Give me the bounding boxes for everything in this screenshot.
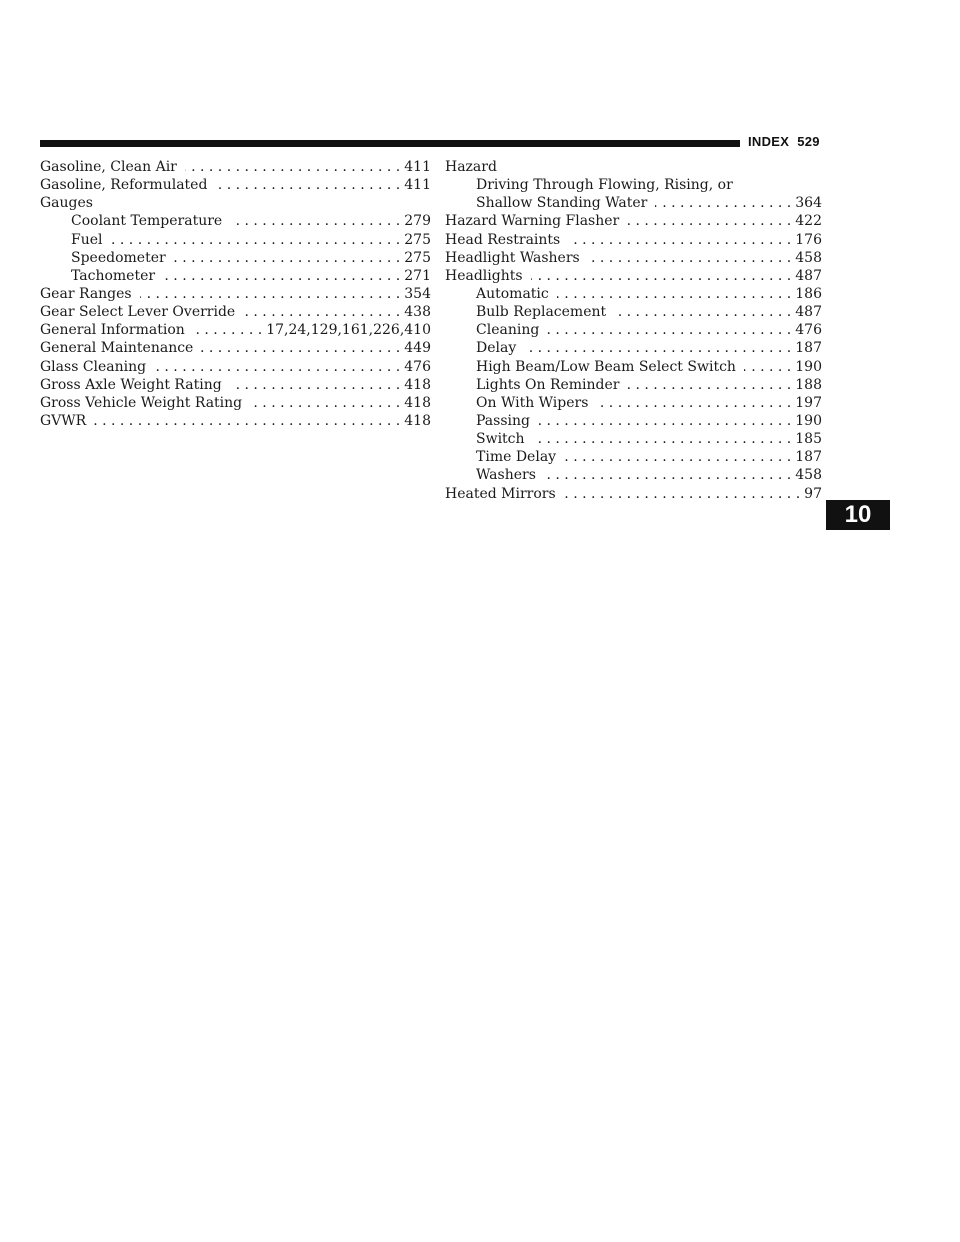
index-column-right [445,158,822,503]
index-entry [40,412,431,430]
index-page-ref: 190 [795,358,822,375]
chapter-tab: 10 [826,500,890,530]
dot-leader [185,158,400,176]
dot-leader [111,231,401,249]
index-page-ref: 364 [795,195,822,212]
index-term: Coolant Temperature [71,213,223,230]
dot-leader [588,249,792,267]
index-entry [40,339,431,357]
index-entry [40,249,431,267]
index-term: Headlight Washers [445,249,580,266]
dot-leader [174,249,401,267]
index-page-ref: 187 [795,340,822,357]
index-page-ref: 458 [795,249,822,266]
index-entry [40,212,431,230]
dot-leader [564,485,801,503]
index-entry [40,303,431,321]
index-page-ref: 418 [404,412,431,429]
index-page-ref: 476 [404,358,431,375]
dot-leader [250,394,400,412]
index-term: Passing [476,412,530,429]
index-entry [445,212,822,230]
index-term: Bulb Replacement [476,304,607,321]
index-term: Gross Vehicle Weight Rating [40,394,243,411]
running-header [748,134,820,149]
index-entry [445,412,822,430]
index-entry [40,394,431,412]
index-entry [445,231,822,249]
index-entry [40,231,431,249]
dot-leader [547,321,791,339]
index-page-ref: 197 [795,394,822,411]
index-page-ref: 411 [404,159,431,175]
dot-leader [94,412,400,430]
index-term: Heated Mirrors [445,485,556,502]
index-page-ref: 487 [795,304,822,321]
index-term: Gear Select Lever Override [40,304,236,321]
dot-leader [201,339,400,357]
index-term: Gross Axle Weight Rating [40,376,222,393]
index-page-ref: 186 [795,285,822,302]
index-term: Glass Cleaning [40,358,147,375]
index-term: Gear Ranges [40,285,132,302]
section-title: INDEX [748,134,790,149]
index-entry [40,376,431,394]
index-entry [445,466,822,484]
index-page-ref: 187 [795,449,822,466]
index-term: General Information [40,322,185,339]
index-entry [445,394,822,412]
index-entry [40,358,431,376]
index-page-ref: 458 [795,467,822,484]
dot-leader [531,267,792,285]
index-entry [445,485,822,503]
index-entry [40,176,431,194]
index-term: Automatic [476,285,549,302]
index-term: General Maintenance [40,340,194,357]
dot-leader [614,303,791,321]
index-term: Gasoline, Clean Air [40,159,177,175]
index-page-ref: 487 [795,267,822,284]
dot-leader [627,212,791,230]
index-entry [40,285,431,303]
index-page-ref: 188 [795,376,822,393]
index-page-ref: 275 [404,231,431,248]
index-page-ref: 185 [795,431,822,448]
index-page-ref: 476 [795,322,822,339]
dot-leader [140,285,401,303]
index-entry [445,358,822,376]
page-number: 529 [797,134,820,149]
dot-leader [193,321,262,339]
dot-leader [568,231,791,249]
index-term: Washers [476,467,536,484]
dot-leader [655,194,791,212]
index-term: Tachometer [71,267,156,284]
index-entry [445,376,822,394]
dot-leader [163,267,400,285]
index-entry [445,285,822,303]
index-term: Headlights [445,267,523,284]
index-term: Shallow Standing Water [476,195,648,212]
index-term: GVWR [40,412,87,429]
index-term: Gauges [40,195,93,212]
dot-leader [557,285,792,303]
index-page-ref: 411 [404,177,431,194]
dot-leader [154,358,400,376]
index-page-ref: 176 [795,231,822,248]
index-page-ref: 422 [795,213,822,230]
index-page-ref: 418 [404,394,431,411]
index-page-ref: 418 [404,376,431,393]
index-page-ref: 354 [404,285,431,302]
index-page-ref: 279 [404,213,431,230]
index-term: High Beam/Low Beam Select Switch [476,358,736,375]
index-term: Fuel [71,231,103,248]
index-page-ref: 17,24,129,161,226,410 [266,322,431,339]
index-entry [445,321,822,339]
index-page-ref: 449 [404,340,431,357]
index-term: On With Wipers [476,394,589,411]
dot-leader [533,430,792,448]
index-entry [445,267,822,285]
index-entry [40,194,431,212]
index-term: Lights On Reminder [476,376,620,393]
index-term: Speedometer [71,249,166,266]
index-entry [40,158,431,176]
dot-leader [628,376,792,394]
dot-leader [538,412,791,430]
index-entry [445,303,822,321]
dot-leader [544,466,791,484]
index-term: Delay [476,340,517,357]
index-entry [445,158,822,176]
index-entry [445,249,822,267]
header-rule [40,140,740,147]
dot-leader [524,339,791,357]
index-term: Head Restraints [445,231,561,248]
dot-leader [596,394,791,412]
index-entry [40,267,431,285]
index-page-ref: 97 [804,485,822,502]
dot-leader [230,376,401,394]
index-column-left [40,158,431,430]
index-entry [445,430,822,448]
index-entry [445,339,822,357]
index-term: Hazard Warning Flasher [445,213,620,230]
index-entry [445,176,822,194]
dot-leader [744,358,791,376]
dot-leader [564,448,791,466]
index-term: Cleaning [476,322,540,339]
dot-leader [243,303,400,321]
index-entry [445,194,822,212]
index-page-ref: 271 [404,267,431,284]
index-entry [40,321,431,339]
index-page-ref: 438 [404,304,431,321]
index-term: Switch [476,431,525,448]
index-term: Hazard [445,159,497,175]
index-page-ref: 190 [795,412,822,429]
dot-leader [215,176,400,194]
index-term: Driving Through Flowing, Rising, or [476,177,733,194]
index-term: Gasoline, Reformulated [40,177,208,194]
index-entry [445,448,822,466]
index-page-ref: 275 [404,249,431,266]
dot-leader [230,212,400,230]
index-term: Time Delay [476,449,557,466]
